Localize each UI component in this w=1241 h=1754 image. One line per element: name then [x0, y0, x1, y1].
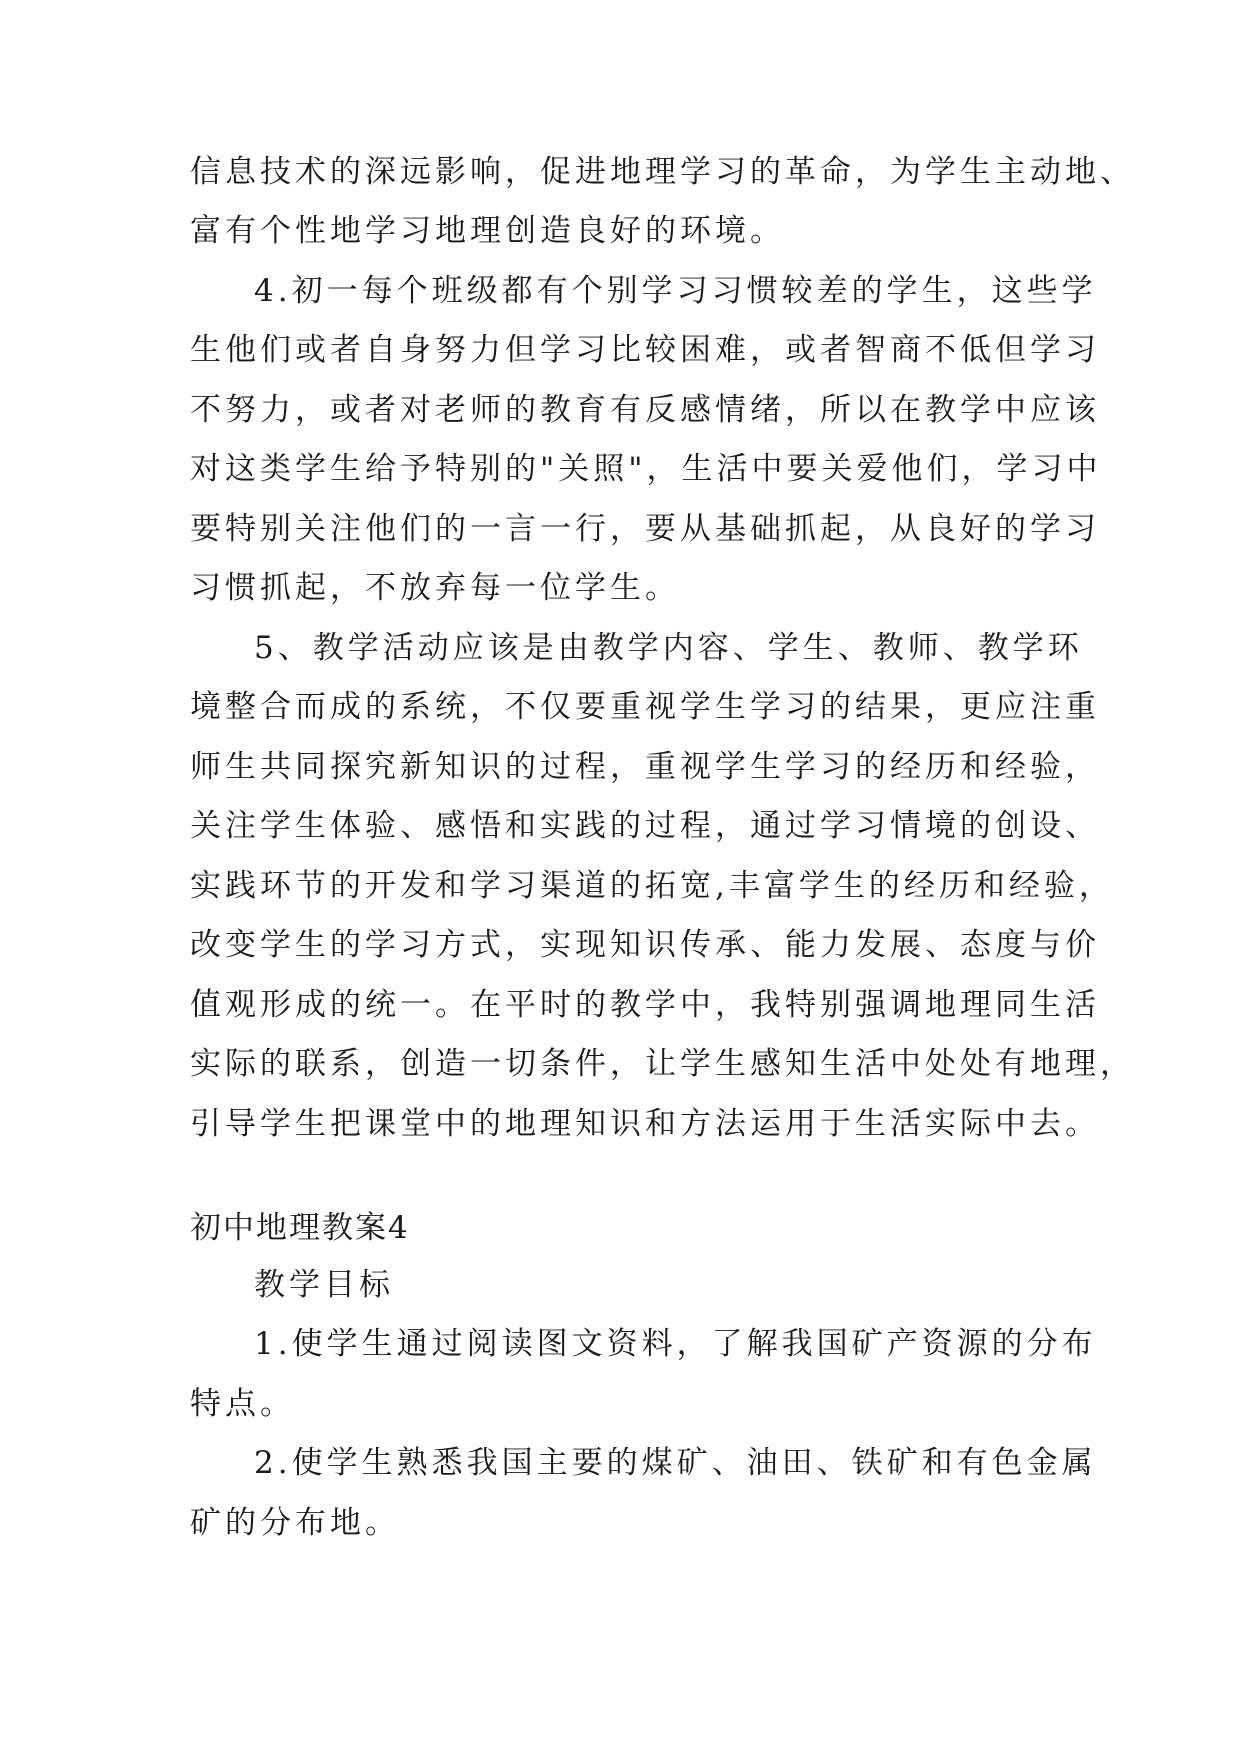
paragraph-line: 不努力，或者对老师的教育有反感情绪，所以在教学中应该: [190, 392, 1100, 428]
paragraph-line: 4.初一每个班级都有个别学习习惯较差的学生，这些学: [254, 273, 1097, 309]
paragraph-line: 习惯抓起，不放弃每一位学生。: [190, 570, 680, 606]
paragraph-line: 矿的分布地。: [190, 1505, 400, 1541]
paragraph-line: 境整合而成的系统，不仅要重视学生学习的结果，更应注重: [190, 689, 1100, 725]
paragraph-line: 特点。: [190, 1386, 295, 1422]
paragraph-line: 富有个性地学习地理创造良好的环境。: [190, 213, 785, 249]
paragraph-line: 1.使学生通过阅读图文资料，了解我国矿产资源的分布: [254, 1326, 1097, 1362]
paragraph-line: 要特别关注他们的一言一行，要从基础抓起，从良好的学习: [190, 511, 1100, 547]
subsection-heading: 教学目标: [254, 1267, 394, 1303]
paragraph-line: 5、教学活动应该是由教学内容、学生、教师、教学环: [254, 630, 1083, 666]
paragraph-line: 师生共同探究新知识的过程，重视学生学习的经历和经验，: [190, 749, 1100, 785]
paragraph-line: 2.使学生熟悉我国主要的煤矿、油田、铁矿和有色金属: [254, 1445, 1097, 1481]
section-heading: 初中地理教案4: [190, 1210, 410, 1246]
paragraph-line: 实际的联系，创造一切条件，让学生感知生活中处处有地理，: [190, 1046, 1135, 1082]
paragraph-line: 引导学生把课堂中的地理知识和方法运用于生活实际中去。: [190, 1106, 1100, 1142]
paragraph-line: 生他们或者自身努力但学习比较困难，或者智商不低但学习: [190, 332, 1100, 368]
paragraph-line: 信息技术的深远影响，促进地理学习的革命，为学生主动地、: [190, 154, 1135, 190]
paragraph-line: 实践环节的开发和学习渠道的拓宽,丰富学生的经历和经验，: [190, 868, 1114, 904]
paragraph-line: 值观形成的统一。在平时的教学中，我特别强调地理同生活: [190, 987, 1100, 1023]
paragraph-line: 对这类学生给予特别的"关照"，生活中要关爱他们，学习中: [190, 451, 1102, 487]
paragraph-line: 关注学生体验、感悟和实践的过程，通过学习情境的创设、: [190, 808, 1100, 844]
paragraph-line: 改变学生的学习方式，实现知识传承、能力发展、态度与价: [190, 927, 1100, 963]
